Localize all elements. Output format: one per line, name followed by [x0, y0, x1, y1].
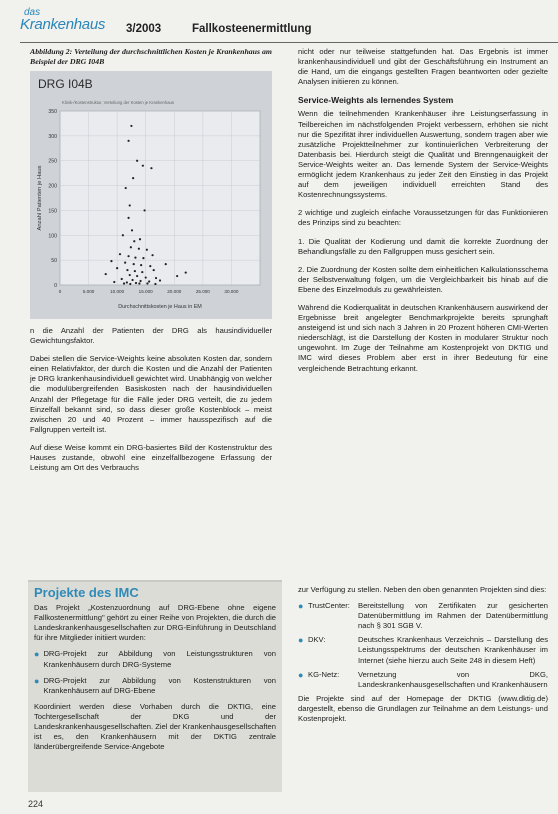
box-paragraph-2: Koordiniert werden diese Vorhaben durch die DKTIG, eine Tochtergesellschaft der DKG und der Landeskrankenhausgesellschaften. Ziel der Krankenhausgesellschaften ist es, den Krankenhäusern mit der DKTIG zentrale länderübergreifende Service-Angebote	[34, 701, 276, 752]
box-title: Projekte des IMC	[34, 585, 139, 600]
data-point	[121, 278, 123, 280]
right-column	[298, 47, 548, 382]
data-point	[146, 282, 148, 284]
chart-title: DRG I04B	[38, 77, 93, 91]
scatter-chart	[30, 71, 272, 319]
issue-number: 3/2003	[126, 23, 162, 35]
data-point	[143, 209, 145, 211]
page-header	[10, 6, 550, 44]
data-point	[127, 217, 129, 219]
definition-item	[298, 601, 548, 631]
right-paragraph-6: Während die Kodierqualität in deutschen Krankenhäusern auswirkend der Ergebnisse breit angelegter Benchmarkprojekte bereits sprunghaft ansteigend ist und sich nach 3 Jahren in 20 Prozent höheren CMI-Werten niederschlägt, ist die Darstellung der Kosten in modularer Struktur noch ungewohnt. Im Zuge der Teilnahme am Kostenprojekt von DKTIG und IMC wird dieses Problem aber erst in ihrer Bedeutung für eine vergleichende Betrachtung erkannt.	[298, 302, 548, 373]
right-lower-column	[298, 585, 548, 730]
data-point	[154, 283, 156, 285]
data-point	[155, 277, 157, 279]
page-number: 224	[28, 799, 44, 809]
data-point	[185, 271, 187, 273]
y-tick-label: 150	[48, 208, 57, 215]
definition-term: KG-Netz:	[308, 669, 340, 679]
figure-caption: Abbildung 2: Verteilung der durchschnittlichen Kosten je Krankenhaus am Beispiel der DRG I04B	[30, 47, 272, 66]
data-point	[131, 229, 133, 231]
x-tick-label: 5.000	[82, 289, 95, 294]
data-point	[129, 274, 131, 276]
y-tick-label: 100	[48, 233, 57, 240]
logo-prefix: das	[24, 7, 41, 18]
data-point	[119, 253, 121, 255]
data-point	[159, 279, 161, 281]
left-paragraph-3: Auf diese Weise kommt ein DRG-basiertes Bild der Kostenstruktur des Hauses zustande, obwohl eine einzelfallbezogene Erfassung der Leistung am Ort des Verbrauchs	[30, 442, 272, 473]
data-point	[151, 254, 153, 256]
box-bullet-text-1: DRG-Projekt zur Abbildung von Leistungsstrukturen von Krankenhäusern durch DRG-Systeme	[43, 649, 276, 669]
box-bullet-1	[34, 649, 276, 669]
data-point	[134, 257, 136, 259]
data-point	[125, 187, 127, 189]
data-point	[153, 269, 155, 271]
data-point	[139, 280, 141, 282]
box-bullet-2	[34, 676, 276, 696]
y-tick-label: 200	[48, 183, 57, 190]
data-point	[110, 260, 112, 262]
x-tick-label: 30.000	[224, 289, 239, 294]
data-point	[176, 275, 178, 277]
data-point	[142, 257, 144, 259]
data-point	[116, 267, 118, 269]
data-point	[135, 282, 137, 284]
data-point	[129, 283, 131, 285]
definition-item	[298, 670, 548, 690]
data-point	[140, 264, 142, 266]
data-point	[131, 279, 133, 281]
right-paragraph-2: Wenn die teilnehmenden Krankenhäuser ihre Leistungserfassung in Teilbereichen im nächstfolgenden Projekt verbessern, erhöhen sie nicht nur die Spezifität ihrer individuellen Auswertung, sondern tragen aber wie zusätzliche Projektteilnehmer zur kontinuierlichen Verbreiterung der Datenbasis bei. Hierdurch steigt die Qualität und Brenngenauigkeit der Service-Weights weiter an. Das lernende System der Service-Weights ermöglicht jedem Krankenhaus zu jeder Zeit den Einstieg in das Projekt auf dem jeweiligen individuell erreichten Stand des Kostenrechnungssystems.	[298, 109, 548, 200]
data-point	[132, 177, 134, 179]
data-point	[146, 249, 148, 251]
definition-item	[298, 635, 548, 665]
data-point	[141, 271, 143, 273]
imc-projects-box	[28, 580, 282, 792]
x-tick-label: 10.000	[110, 289, 125, 294]
x-tick-label: 15.000	[138, 289, 153, 294]
data-point	[129, 204, 131, 206]
y-axis-label: Anzahl Patienten je Haus	[37, 165, 43, 231]
data-point	[123, 282, 125, 284]
left-paragraph-2: Dabei stellen die Service-Weights keine absoluten Kosten dar, sondern einen Relativfaktor, der durch die Kosten und die Anzahl der Patienten je DRG krankenhausindividuell gewichtet wird. Unabhängig von welcher die modulübergreifenden Basiskosten nach der hausindividuellen Anzahl der Pflegetage für die Fälle jeder DRG verteilt, die zu jedem Einzelfall bekannt sind, so dass dieser große Kostenblock – meist zwischen 20 und 40 Prozent – immer hausspezifisch auf die Fallgruppen verteilt ist.	[30, 354, 272, 434]
data-point	[165, 263, 167, 265]
data-point	[126, 281, 128, 283]
data-point	[127, 140, 129, 142]
data-point	[127, 255, 129, 257]
bullet-dot-icon: ●	[34, 649, 40, 660]
data-point	[133, 240, 135, 242]
y-tick-label: 350	[48, 109, 57, 115]
section-title: Fallkosteenermittlung	[192, 23, 312, 35]
data-point	[113, 281, 115, 283]
left-column	[30, 47, 272, 481]
header-rule	[20, 42, 558, 43]
definition-term: TrustCenter:	[308, 601, 350, 611]
box-paragraph-1: Das Projekt „Kostenzuordnung auf DRG-Ebene ohne eigene Fallkostenermittlung" gehört zu einer Reihe von Projekten, die durch die Landeskrankenhausgesellschaften zur DRG-Einführung in Deutschland für ihre Mitglieder initiiert wurden:	[34, 603, 276, 643]
plot-area	[60, 111, 260, 285]
data-point	[142, 165, 144, 167]
data-point	[134, 270, 136, 272]
definition-desc: Bereitstellung von Zertifikaten zur gesicherten Datenübermittlung im Rahmen der Datenübermittlung nach § 301 SGB V.	[358, 601, 548, 631]
definition-desc: Vernetzung von DKG, Landeskrankenhausgesellschaften und Krankenhäusern	[358, 669, 548, 689]
bullet-dot-icon: ●	[298, 669, 304, 680]
box-bullet-text-2: DRG-Projekt zur Abbildung von Kostenstrukturen von Krankenhäusern auf DRG-Ebene	[43, 675, 276, 695]
data-point	[136, 160, 138, 162]
data-point	[130, 246, 132, 248]
chart-svg	[30, 71, 272, 319]
right-paragraph-4: 1. Die Qualität der Kodierung und damit die korrekte Zuordnung der Behandlungsfälle zu den Fallgruppen muss gesichert sein.	[298, 236, 548, 256]
data-point	[138, 248, 140, 250]
data-point	[133, 263, 135, 265]
data-point	[122, 234, 124, 236]
y-tick-label: 300	[48, 133, 57, 140]
x-tick-label: 0	[58, 289, 62, 294]
x-axis-label: Durchschnittskosten je Haus in EM	[118, 304, 202, 310]
right-lower-paragraph-1: zur Verfügung zu stellen. Neben den oben genannten Projekten sind dies:	[298, 585, 547, 594]
bullet-dot-icon: ●	[298, 601, 304, 612]
y-tick-label: 50	[51, 258, 57, 265]
data-point	[139, 238, 141, 240]
data-point	[126, 269, 128, 271]
journal-logo: Krankenhaus	[20, 16, 106, 33]
data-point	[145, 276, 147, 278]
definition-desc: Deutsches Krankenhaus Verzeichnis – Darstellung des Leistungsspektrums der deutschen Krankenhäuser im Internet (siehe hierzu auch Seite 248 in diesem Heft)	[358, 635, 548, 665]
data-point	[136, 275, 138, 277]
right-paragraph-1: nicht oder nur teilweise stattgefunden hat. Das Ergebnis ist immer krankenhausindividuell und gibt der Geschäftsführung ein Instrument an die Hand, um die eingangs gestellten Fragen beantworten oder gezielte Analysen initiieren zu können.	[298, 47, 548, 87]
definition-term: DKV:	[308, 635, 326, 645]
data-point	[149, 265, 151, 267]
data-point	[138, 282, 140, 284]
x-tick-label: 20.000	[167, 289, 182, 294]
x-tick-label: 25.000	[195, 289, 210, 294]
subheading: Service-Weights als lernendes System	[298, 95, 454, 106]
right-paragraph-5: 2. Die Zuordnung der Kosten sollte dem einheitlichen Kalkulationsschema der Selbstverwaltung folgen, um die Vergleichbarkeit bis hinab auf die Ebene des Einzelmoduls zu gewährleisten.	[298, 264, 548, 294]
data-point	[150, 167, 152, 169]
data-point	[124, 262, 126, 264]
right-lower-paragraph-2: Die Projekte sind auf der Homepage der DKTIG (www.dktig.de) dargestellt, ebenso die Grundlagen zur Teilnahme an dem Leistungs- und Kostenprojekt.	[298, 693, 548, 724]
y-tick-label: 250	[48, 158, 57, 165]
bullet-dot-icon: ●	[298, 635, 304, 646]
right-paragraph-3: 2 wichtige und zugleich einfache Voraussetzungen für das Funktionieren des Prinzips sind zu beachten:	[298, 208, 548, 228]
data-point	[130, 125, 132, 127]
left-paragraph-1: n die Anzahl der Patienten der DRG als hausindividueller Gewichtungsfaktor.	[30, 326, 272, 346]
y-tick-label: 0	[54, 283, 57, 289]
data-point	[148, 280, 150, 282]
data-point	[105, 273, 107, 275]
bullet-dot-icon: ●	[34, 675, 40, 686]
chart-subtitle: Klinik-/Kostenstruktur, Verteilung der Kosten je Krankenhaus	[62, 100, 174, 105]
